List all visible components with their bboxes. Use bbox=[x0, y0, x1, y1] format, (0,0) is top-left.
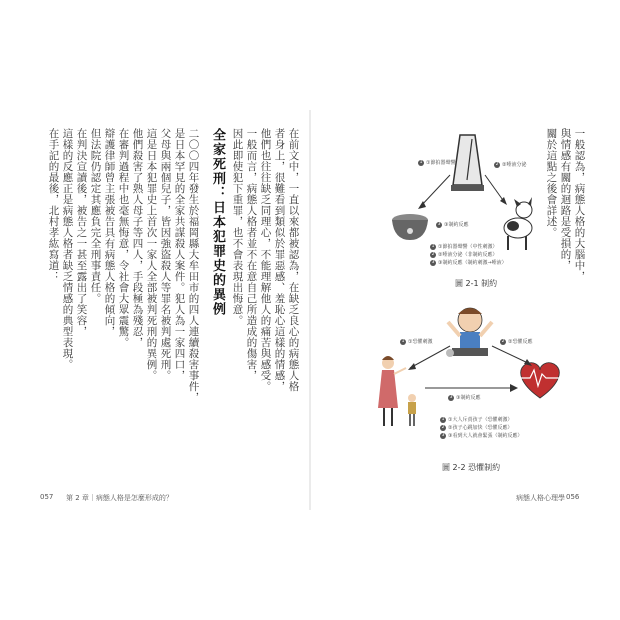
figure-caption: 圖 2-1 制約 bbox=[455, 279, 498, 288]
text-column: 他們也往往缺乏同理心，不能理解他人的痛苦與感受。 bbox=[259, 128, 272, 392]
number-badge: 1 bbox=[419, 159, 423, 165]
text-column: 父母與兩個兒子，皆因強盜殺人等罪名被判處死刑。 bbox=[159, 128, 172, 381]
metronome-icon bbox=[451, 135, 484, 191]
figure-fear-conditioning bbox=[370, 298, 570, 468]
number-badge: 3 bbox=[437, 221, 441, 227]
text-column: 二〇〇四年發生於福岡縣大牟田市的四人連續殺害事件， bbox=[187, 128, 200, 403]
text-column: 他們殺害了熟人母子等四人，手段極為殘忍， bbox=[131, 128, 144, 348]
node-label: 3 ③制約反應 bbox=[449, 394, 481, 401]
crying-child-icon bbox=[446, 308, 492, 357]
text-column: 這樣的反應正是病態人格者缺乏情感的典型表現。 bbox=[61, 128, 74, 370]
figure-caption: 圖 2-2 恐懼制約 bbox=[442, 463, 501, 472]
number-badge: 3 bbox=[449, 394, 453, 400]
text-column: 一般而言，病態人格者並不在意自己所造成的傷害， bbox=[245, 128, 258, 381]
number-badge: 1 bbox=[401, 338, 405, 344]
number-badge: 2 bbox=[495, 161, 499, 167]
node-label: 2 ②恐懼反應 bbox=[501, 338, 533, 345]
text-column: 關於這點之後會詳述。 bbox=[545, 128, 558, 238]
text-column: 因此即使犯下重罪，也不會表現出悔意。 bbox=[231, 128, 244, 326]
node-label: 1 ①恐懼刺激 bbox=[401, 338, 433, 345]
node-label: 1 ①節拍器聲響 bbox=[419, 159, 456, 166]
page-number: 056 bbox=[566, 493, 580, 501]
heart-icon bbox=[520, 363, 560, 398]
running-header: 第 2 章｜病態人格是怎麼形成的？ bbox=[66, 494, 173, 502]
text-column: 在手記的最後，北村孝紘寫道： bbox=[47, 128, 60, 282]
dog-bowl-icon bbox=[392, 214, 428, 240]
text-column: 在判決宣讀後，被告之一甚至露出了笑容， bbox=[75, 128, 88, 337]
running-header: 病態人格心理學 bbox=[516, 494, 565, 502]
text-column: 在審判過程中也毫無悔意，令社會大眾震驚。 bbox=[117, 128, 130, 348]
page-number: 057 bbox=[40, 493, 54, 501]
text-column: 者身上，很難看到類似於罪惡感、羞恥心這樣的情感， bbox=[273, 128, 286, 392]
figure-legend: 1 ①節拍器聲響（中性刺激） 2 ②唾液分泌（非制約反應） 3 ③制約反應（制約刺激→唾液） bbox=[431, 244, 507, 266]
node-label: 2 ②唾液分泌 bbox=[495, 161, 527, 168]
figure-legend: 1 ①大人斥責孩子（恐懼刺激） 2 ②孩子心跳加快（恐懼反應） 3 ③看到大人就會緊張（制約反應） bbox=[441, 417, 523, 439]
mother-scolding-icon bbox=[378, 356, 416, 426]
text-column: 這是日本犯罪史上首次一家人全部被判死刑的異例。 bbox=[145, 128, 158, 381]
text-column: 與情感有關的迴路是受損的， bbox=[559, 128, 572, 271]
text-column: 一般認為，病態人格的大腦中， bbox=[573, 128, 586, 282]
right-page bbox=[310, 0, 620, 620]
dog-icon bbox=[504, 197, 532, 250]
text-column: 辯護律師曾主張被告具有病態人格的傾向， bbox=[103, 128, 116, 337]
number-badge: 2 bbox=[501, 338, 505, 344]
text-column: 在前文中，一直以來都被認為，在缺乏良心的病態人格 bbox=[287, 128, 300, 392]
text-column: 是日本罕見的全家共謀殺人案件。犯人為一家四口， bbox=[173, 128, 186, 381]
section-heading: 全家死刑：日本犯罪史的異例 bbox=[210, 128, 225, 317]
figure-conditioning bbox=[390, 125, 540, 295]
text-column: 但法院仍認定其應負完全刑事責任。 bbox=[89, 128, 102, 304]
node-label: 3 ③制約反應 bbox=[437, 221, 469, 228]
